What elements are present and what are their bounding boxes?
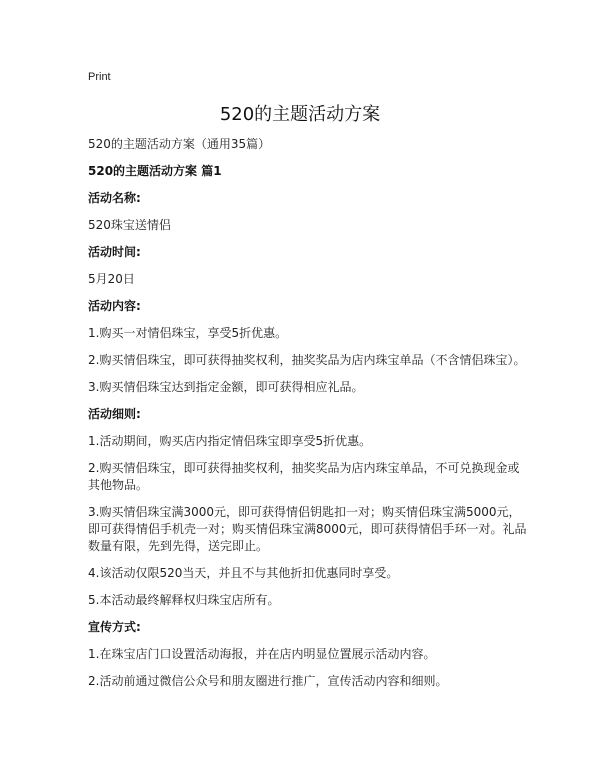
document-body: [88, 136, 528, 690]
rules-item-1: 1.活动期间，购买店内指定情侣珠宝即享受5折优惠。: [88, 434, 372, 448]
rules-item-5: 5.本活动最终解释权归珠宝店所有。: [88, 593, 280, 607]
document-subtitle: 520的主题活动方案（通用35篇）: [88, 137, 271, 151]
content-item-3: 3.购买情侣珠宝达到指定金额，即可获得相应礼品。: [88, 380, 364, 394]
rules-item-2: 2.购买情侣珠宝，即可获得抽奖权利，抽奖奖品为店内珠宝单品，不可兑换现金或其他物品。: [88, 461, 520, 492]
promo-item-1: 1.在珠宝店门口设置活动海报，并在店内明显位置展示活动内容。: [88, 647, 436, 661]
rules-item-3: 3.购买情侣珠宝满3000元，即可获得情侣钥匙扣一对；购买情侣珠宝满5000元，即可获得情侣手机壳一对；购买情侣珠宝满8000元，即可获得情侣手环一对。礼品数量有限，先到先得，送完即止。: [88, 505, 527, 553]
promo-heading: 宣传方式:: [88, 620, 141, 634]
promo-item-2: 2.活动前通过微信公众号和朋友圈进行推广，宣传活动内容和细则。: [88, 674, 448, 688]
activity-time-heading: 活动时间:: [88, 245, 141, 259]
rules-item-4: 4.该活动仅限520当天，并且不与其他折扣优惠同时享受。: [88, 566, 399, 580]
document-title: 520的主题活动方案: [219, 104, 381, 125]
print-link[interactable]: Print: [88, 71, 111, 83]
activity-content-heading: 活动内容:: [88, 299, 141, 313]
activity-time: 5月20日: [88, 272, 135, 286]
section-title: 520的主题活动方案 篇1: [88, 164, 222, 178]
rules-heading: 活动细则:: [88, 407, 141, 421]
content-item-2: 2.购买情侣珠宝，即可获得抽奖权利，抽奖奖品为店内珠宝单品（不含情侣珠宝）。: [88, 353, 526, 367]
content-item-1: 1.购买一对情侣珠宝，享受5折优惠。: [88, 326, 288, 340]
activity-name: 520珠宝送情侣: [88, 218, 171, 232]
activity-name-heading: 活动名称:: [88, 191, 141, 205]
